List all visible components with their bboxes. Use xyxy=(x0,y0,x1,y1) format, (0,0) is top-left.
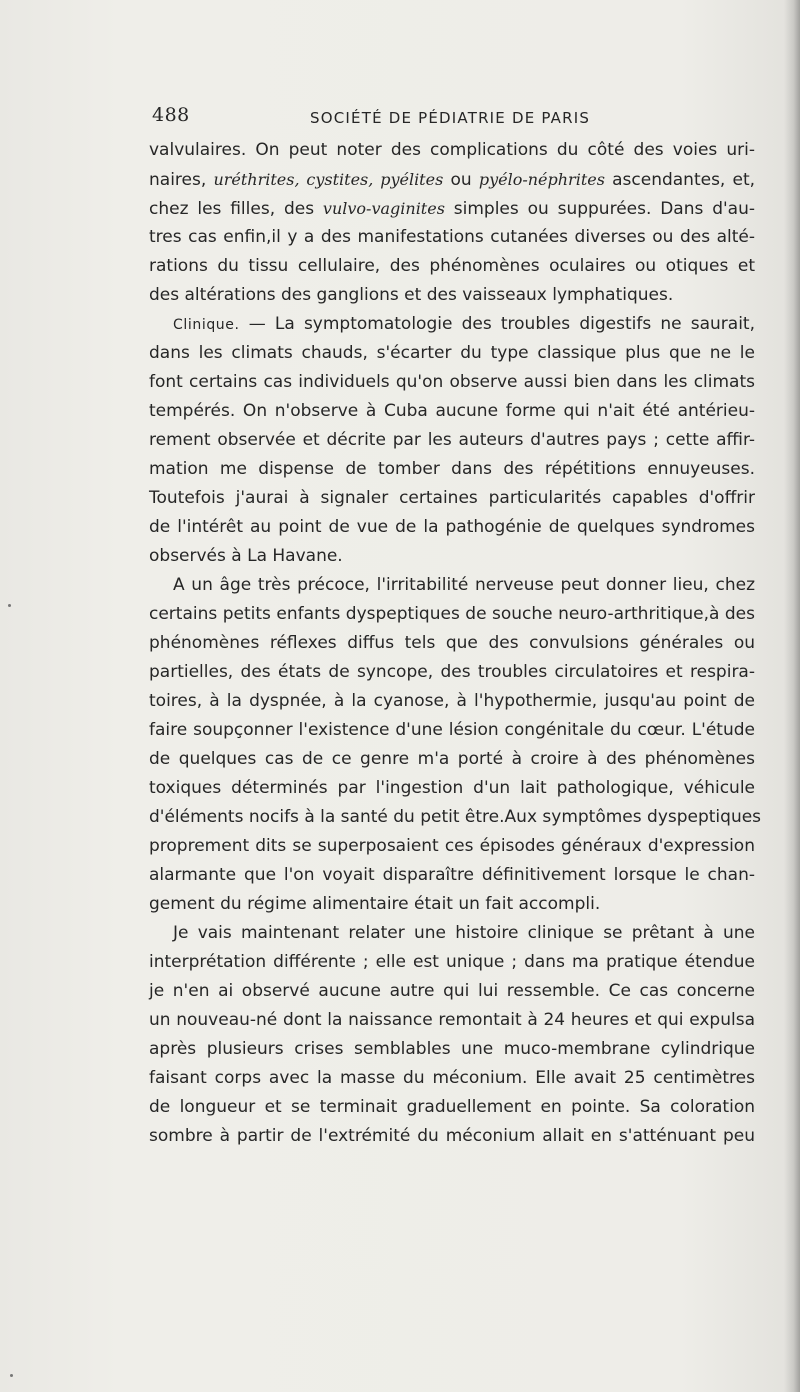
text-line: toires, à la dyspnée, à la cyanose, à l'hypothermie, jusqu'au point de xyxy=(149,691,755,711)
body-text xyxy=(149,136,762,1151)
text-line: proprement dits se superposaient ces épisodes généraux d'expression xyxy=(149,836,755,856)
text-line: A un âge très précoce, l'irritabilité nerveuse peut donner lieu, chez xyxy=(173,575,755,595)
text-line: certains petits enfants dyspeptiques de souche neuro-arthritique,à des xyxy=(149,604,755,624)
text-line: mation me dispense de tomber dans des répétitions ennuyeuses. xyxy=(149,459,755,479)
scan-speck xyxy=(10,1374,13,1377)
text-line: toxiques déterminés par l'ingestion d'un lait pathologique, véhicule xyxy=(149,778,755,798)
text-line: rement observée et décrite par les auteurs d'autres pays ; cette affir- xyxy=(149,430,755,450)
text-line: après plusieurs crises semblables une muco-membrane cylindrique xyxy=(149,1039,755,1059)
text-line: rations du tissu cellulaire, des phénomènes oculaires ou otiques et xyxy=(149,256,755,276)
text-line: observés à La Havane. xyxy=(149,546,343,566)
text-line: Clinique. — La symptomatologie des troubles digestifs ne saurait, xyxy=(173,314,755,334)
text-line: d'éléments nocifs à la santé du petit être.Aux symptômes dyspeptiques xyxy=(149,807,762,827)
scan-speck xyxy=(8,604,11,607)
text-line: de l'intérêt au point de vue de la pathogénie de quelques syndromes xyxy=(149,517,755,537)
text-line: faisant corps avec la masse du méconium. Elle avait 25 centimètres xyxy=(149,1068,755,1088)
italic-term: vulvo-vaginites xyxy=(322,199,445,218)
page-header xyxy=(148,104,756,134)
text-line: tempérés. On n'observe à Cuba aucune forme qui n'ait été antérieu- xyxy=(149,401,755,421)
text-line: phénomènes réflexes diffus tels que des convulsions générales ou xyxy=(149,633,755,653)
text-line: naires, uréthrites, cystites, pyélites ou pyélo-néphrites ascendantes, et, xyxy=(149,170,756,190)
italic-term: pyélo-néphrites xyxy=(478,170,605,189)
text-line: Toutefois j'aurai à signaler certaines particularités capables d'offrir xyxy=(149,488,755,508)
text-line: font certains cas individuels qu'on observe aussi bien dans les climats xyxy=(149,372,755,392)
text-line: de longueur et se terminait graduellement en pointe. Sa coloration xyxy=(149,1097,755,1117)
text-line: alarmante que l'on voyait disparaître définitivement lorsque le chan- xyxy=(149,865,755,885)
italic-term: uréthrites, cystites, pyélites xyxy=(213,170,444,189)
text-line: partielles, des états de syncope, des troubles circulatoires et respira- xyxy=(149,662,755,682)
text-line: faire soupçonner l'existence d'une lésion congénitale du cœur. L'étude xyxy=(149,720,755,740)
page-edge-shadow xyxy=(784,0,800,1392)
text-line: valvulaires. On peut noter des complications du côté des voies uri- xyxy=(149,140,755,160)
text-line: tres cas enfin,il y a des manifestations cutanées diverses ou des alté- xyxy=(149,227,755,247)
text-line: Je vais maintenant relater une histoire clinique se prêtant à une xyxy=(173,923,755,943)
text-line: un nouveau-né dont la naissance remontait à 24 heures et qui expulsa xyxy=(149,1010,755,1030)
section-label: Clinique. xyxy=(173,317,240,333)
text-line: chez les filles, des vulvo-vaginites simples ou suppurées. Dans d'au- xyxy=(149,199,755,219)
text-line: de quelques cas de ce genre m'a porté à croire à des phénomènes xyxy=(149,749,755,769)
text-line: interprétation différente ; elle est unique ; dans ma pratique étendue xyxy=(149,952,755,972)
text-line: sombre à partir de l'extrémité du méconium allait en s'atténuant peu xyxy=(149,1126,755,1146)
text-line: des altérations des ganglions et des vaisseaux lymphatiques. xyxy=(149,285,674,305)
text-line: dans les climats chauds, s'écarter du type classique plus que ne le xyxy=(149,343,755,363)
running-title: SOCIÉTÉ DE PÉDIATRIE DE PARIS xyxy=(310,109,591,127)
text-line: je n'en ai observé aucune autre qui lui ressemble. Ce cas concerne xyxy=(149,981,755,1001)
text-line: gement du régime alimentaire était un fait accompli. xyxy=(149,894,601,914)
page-number: 488 xyxy=(152,104,190,126)
